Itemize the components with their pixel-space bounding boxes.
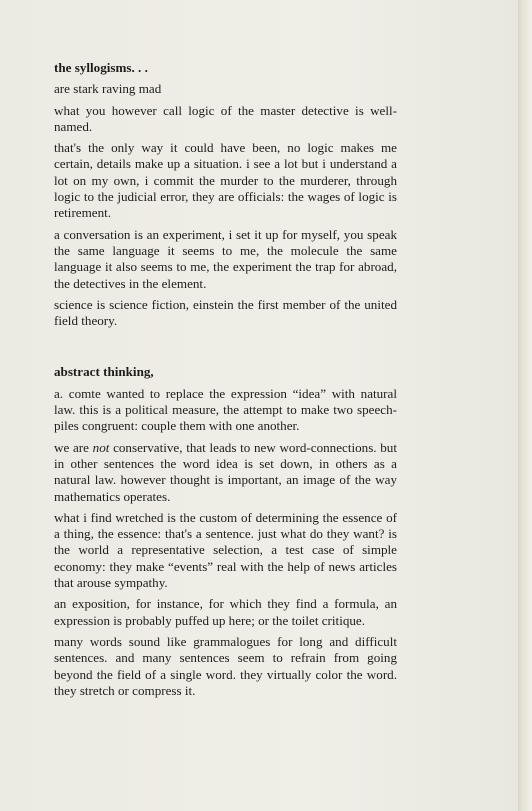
section-spacer	[54, 334, 397, 364]
paragraph: science is science fiction, einstein the first member of the united field theory.	[54, 296, 397, 329]
paragraph: an exposition, for instance, for which they find a formula, an expression is probably puffed up here; or the toilet critique.	[54, 596, 397, 628]
section-heading-abstract-thinking: abstract thinking,	[54, 364, 154, 380]
paragraph	[54, 440, 397, 505]
paragraph: that's the only way it could have been, no logic makes me certain, details make up a situation. i see a lot but i understand a lot on my own, i commit the murder to the murderer, through logic to the judicial error, they are officials: the wages of logic is retirement.	[54, 140, 397, 221]
page-edge	[518, 0, 532, 811]
paragraph: what you however call logic of the master detective is well-named.	[54, 102, 397, 134]
page-text	[54, 60, 397, 704]
paragraph: a. comte wanted to replace the expression “idea” with natural law. this is a political measure, the attempt to make two speech-piles congruent: couple them with one another.	[54, 385, 397, 434]
emphasized-word: not	[92, 439, 110, 455]
paragraph: a conversation is an experiment, i set it up for myself, you speak the same language it seems to me, the molecule the same language it also seems to me, the experiment the trap for abroad, the detectives in the element.	[54, 226, 397, 291]
section-heading-syllogisms: the syllogisms. . .	[54, 60, 148, 75]
paragraph: many words sound like grammalogues for long and difficult sentences. and many sentences seem to refrain from going beyond the field of a single word. they virtually color the word. they stretch or compress it.	[54, 633, 397, 698]
paragraph: what i find wretched is the custom of determining the essence of a thing, the essence: that's a sentence. just what do they want? is the world a representative selection, a test case of simple economy: they make “events” real with the help of news articles that arouse sympathy.	[54, 509, 397, 591]
paragraph-text: we are	[54, 439, 93, 455]
paragraph: are stark raving mad	[54, 81, 162, 97]
paragraph-text: conservative, that leads to new word-connections. but in other sentences the word idea is set down, in others as a natural law. however thought is important, an image of the way mathematics operates.	[54, 439, 397, 504]
